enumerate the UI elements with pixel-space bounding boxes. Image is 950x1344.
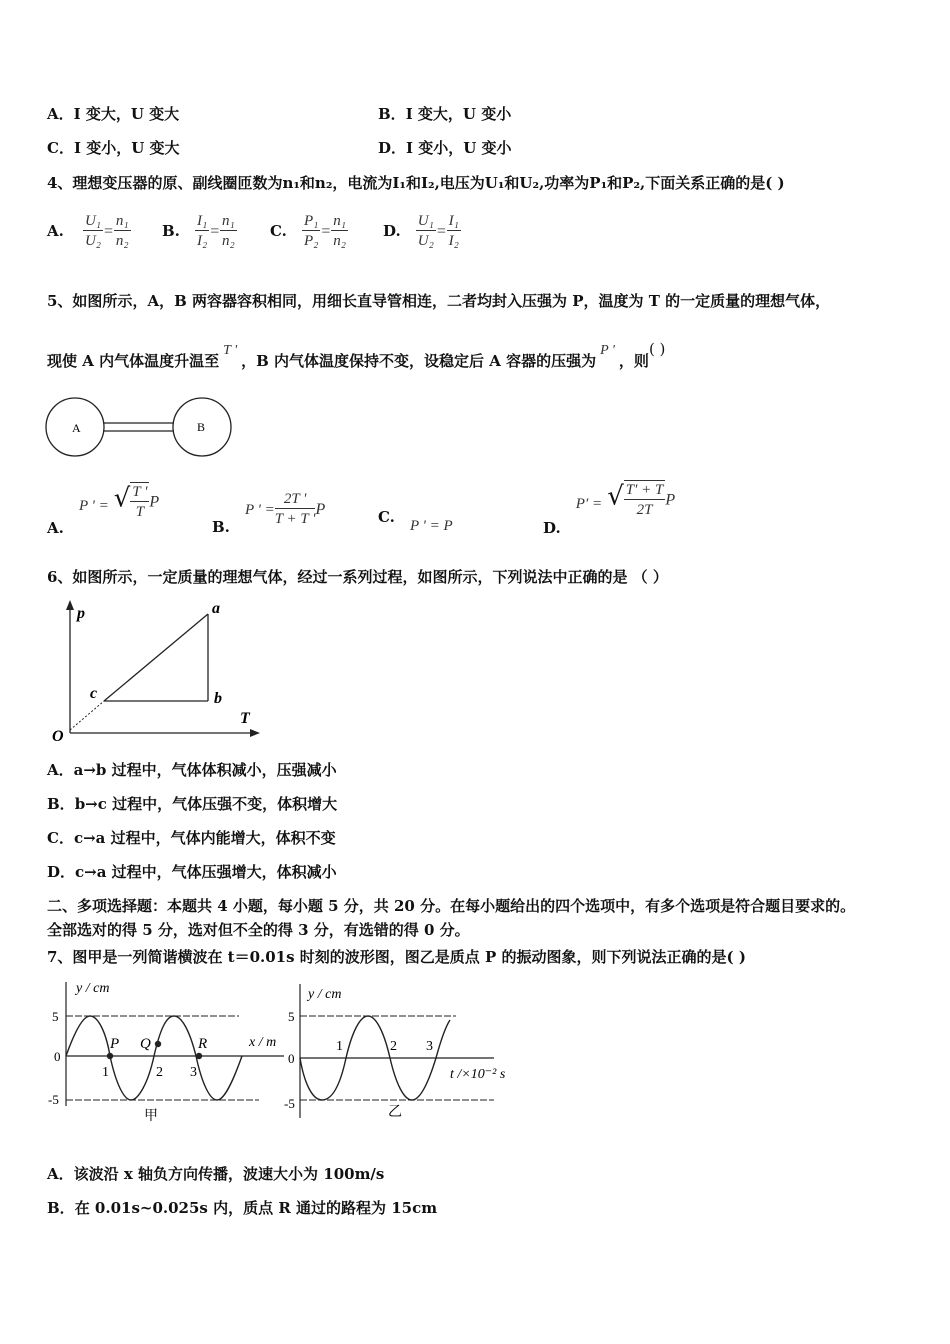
fraction: $\frac{\text{U₁}}{\text{U₂}}$ bbox=[417, 213, 434, 249]
option-letter: C． bbox=[47, 829, 74, 847]
t-prime: T ' bbox=[223, 343, 238, 358]
option-text: 该波沿 x 轴负方向传播，波速大小为 100m/s bbox=[73, 1165, 385, 1183]
fraction: $\frac{\text{n₁}}{\text{n₂}}$ bbox=[222, 213, 235, 249]
option-text: I 变小，U 变大 bbox=[73, 139, 180, 157]
tick-0: 0 bbox=[288, 1051, 295, 1066]
q3-option-d[interactable] bbox=[378, 137, 512, 158]
label-a: a bbox=[212, 600, 220, 617]
sqrt: √ $\frac{T '}{T}$ bbox=[113, 483, 148, 520]
q5-option-a[interactable]: A. P ' = √ $\frac{T '}{T}$ P bbox=[47, 483, 160, 537]
option-text: c→a 过程中，气体压强增大，体积减小 bbox=[75, 863, 337, 881]
p-t-diagram bbox=[44, 596, 274, 746]
y-label: y / cm bbox=[76, 981, 110, 996]
label-q: Q bbox=[140, 1036, 151, 1052]
option-letter: A. bbox=[47, 518, 64, 537]
x-label: x / m bbox=[249, 1035, 277, 1050]
q3-option-c[interactable] bbox=[47, 137, 180, 158]
fraction: $\frac{\text{n₁}}{\text{n₂}}$ bbox=[333, 213, 346, 249]
y-label: y / cm bbox=[308, 987, 342, 1002]
q6-option-b[interactable] bbox=[47, 793, 337, 814]
label-p: P bbox=[110, 1036, 120, 1052]
container-diagram bbox=[44, 396, 236, 460]
label-a: A bbox=[72, 421, 81, 435]
q5-option-c[interactable]: C. P ' = P bbox=[378, 508, 453, 534]
q4-stem: 4、理想变压器的原、副线圈匝数为n₁和n₂，电流为I₁和I₂,电压为U₁和U₂,功率为P₁和P₂,下面关系正确的是( ) bbox=[47, 174, 785, 192]
equals: = bbox=[103, 223, 114, 240]
option-letter: B. bbox=[212, 518, 230, 536]
option-letter: C． bbox=[47, 139, 74, 157]
q4-option-a[interactable] bbox=[47, 212, 131, 251]
line-c-a bbox=[104, 614, 208, 701]
q3-option-b[interactable] bbox=[378, 103, 511, 124]
tick-1: 1 bbox=[102, 1065, 109, 1080]
fraction: $\frac{\text{n₁}}{\text{n₂}}$ bbox=[115, 213, 129, 249]
point-p bbox=[107, 1053, 113, 1059]
point-r bbox=[196, 1053, 202, 1059]
dashed-extension bbox=[70, 701, 104, 730]
fraction: $\frac{\text{I₁}}{\text{I₂}}$ bbox=[448, 213, 459, 249]
q7-option-b[interactable] bbox=[47, 1197, 437, 1218]
option-letter: D. bbox=[383, 222, 401, 240]
caption-yi: 乙 bbox=[388, 1105, 402, 1120]
section2-heading-line1: 二、多项选择题：本题共 4 小题，每小题 5 分，共 20 分。在每小题给出的四个选项中，有多个选项是符合题目要求的。 bbox=[47, 897, 856, 915]
option-letter: D. bbox=[543, 518, 561, 537]
q6-option-a[interactable] bbox=[47, 759, 337, 780]
option-text: 在 0.01s~0.025s 内，质点 R 通过的路程为 15cm bbox=[74, 1199, 438, 1217]
tick-2: 2 bbox=[390, 1039, 397, 1054]
option-letter: B. bbox=[162, 222, 180, 240]
label-b: B bbox=[197, 420, 206, 434]
option-text: I 变小，U 变小 bbox=[406, 139, 512, 157]
p-prime: P ' bbox=[600, 343, 615, 358]
caption-jia: 甲 bbox=[144, 1109, 158, 1124]
q6-stem: 6、如图所示，一定质量的理想气体，经过一系列过程，如图所示，下列说法中正确的是 （ ） bbox=[47, 568, 668, 586]
tick-5: 5 bbox=[52, 1009, 59, 1024]
label-b: b bbox=[214, 690, 222, 707]
q3-option-a[interactable] bbox=[47, 103, 179, 124]
option-text: I 变大，U 变大 bbox=[73, 105, 180, 123]
tick-5: 5 bbox=[288, 1009, 295, 1024]
tick-1: 1 bbox=[336, 1039, 343, 1054]
section2-heading-line2: 全部选对的得 5 分，选对但不全的得 3 分，有选错的得 0 分。 bbox=[47, 921, 470, 939]
tick-0: 0 bbox=[54, 1049, 61, 1064]
q5-stem-line2: 现使 A 内气体温度升温至T '，B 内气体温度保持不变，设稳定后 A 容器的压强为P '，则( ) bbox=[47, 340, 666, 370]
q6-option-d[interactable] bbox=[47, 861, 337, 882]
option-letter: B． bbox=[378, 105, 406, 123]
fraction: $\frac{\text{P₁}}{\text{P₂}}$ bbox=[304, 213, 319, 249]
option-letter: A． bbox=[47, 105, 74, 123]
q7-stem: 7、图甲是一列简谐横波在 t＝0.01s 时刻的波形图，图乙是质点 P 的振动图象，则下列说法正确的是( ) bbox=[47, 948, 746, 966]
equals: = bbox=[435, 223, 447, 240]
waveform bbox=[66, 1016, 242, 1100]
sqrt: √ $\frac{T' + T}{2T}$ bbox=[607, 481, 664, 518]
fraction: $\frac{2T '}{T + T '}$ bbox=[274, 491, 316, 527]
q7-option-a[interactable] bbox=[47, 1163, 384, 1184]
label-p: p bbox=[77, 605, 85, 622]
option-letter: A. bbox=[47, 222, 64, 240]
option-text: c→a 过程中，气体内能增大，体积不变 bbox=[73, 829, 336, 847]
label-origin: O bbox=[52, 728, 64, 745]
option-letter: C. bbox=[270, 222, 287, 240]
q6-option-c[interactable] bbox=[47, 827, 336, 848]
option-text: b→c 过程中，气体压强不变，体积增大 bbox=[74, 795, 338, 813]
option-letter: D． bbox=[47, 863, 76, 881]
option-letter: B． bbox=[47, 795, 75, 813]
option-text: a→b 过程中，气体体积减小，压强减小 bbox=[73, 761, 337, 779]
q5-option-d[interactable]: D. P′ = √ $\frac{T' + T}{2T}$ P bbox=[543, 481, 676, 537]
tick-neg5: -5 bbox=[48, 1092, 59, 1107]
option-letter: D． bbox=[378, 139, 407, 157]
option-letter: B． bbox=[47, 1199, 75, 1217]
fraction: $\frac{\text{U₁}}{\text{U₂}}$ bbox=[84, 213, 102, 249]
p-axis-arrow bbox=[66, 600, 74, 610]
label-c: c bbox=[90, 685, 98, 702]
option-text: I 变大，U 变小 bbox=[405, 105, 512, 123]
fraction: $\frac{\text{I₁}}{\text{I₂}}$ bbox=[197, 213, 208, 249]
tick-neg5: -5 bbox=[284, 1096, 295, 1111]
q5-option-b[interactable]: B. P ' = $\frac{2T '}{T + T '}$ P bbox=[212, 491, 326, 536]
option-letter: A． bbox=[47, 761, 74, 779]
equals: = bbox=[209, 223, 221, 240]
tick-2: 2 bbox=[156, 1065, 163, 1080]
label-t: T bbox=[240, 710, 250, 727]
option-letter: C. bbox=[378, 508, 395, 526]
q4-option-c[interactable] bbox=[270, 212, 348, 251]
q5-stem-line1: 5、如图所示，A，B 两容器容积相同，用细长直导管相连，二者均封入压强为 P，温度为 T 的一定质量的理想气体， bbox=[47, 292, 831, 310]
option-letter: A． bbox=[47, 1165, 74, 1183]
t-axis-arrow bbox=[250, 729, 260, 737]
t-label: t /×10⁻² s bbox=[450, 1067, 506, 1082]
tick-3: 3 bbox=[190, 1065, 197, 1080]
equals: = bbox=[320, 223, 332, 240]
wave-graph-jia bbox=[44, 976, 294, 1126]
answer-paren: ( ) bbox=[648, 340, 666, 358]
q4-option-b[interactable] bbox=[162, 212, 237, 251]
tick-3: 3 bbox=[426, 1039, 433, 1054]
point-q bbox=[155, 1041, 161, 1047]
label-r: R bbox=[198, 1036, 208, 1052]
vibration-graph-yi bbox=[284, 978, 520, 1128]
q4-option-d[interactable] bbox=[383, 212, 461, 251]
